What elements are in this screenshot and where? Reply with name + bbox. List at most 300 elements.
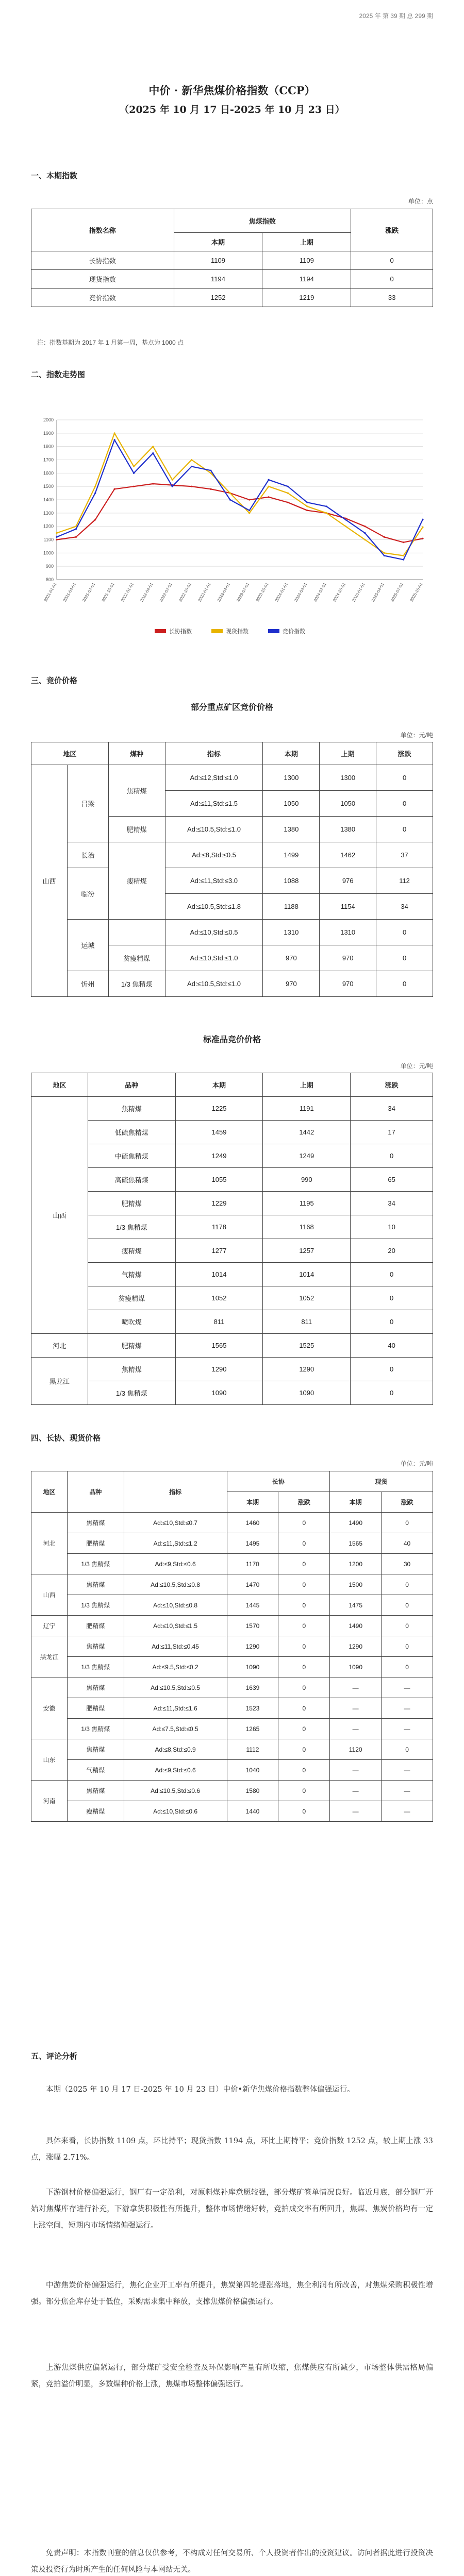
table-row <box>31 1215 433 1239</box>
y-tick-label: 1000 <box>43 550 54 556</box>
data-point <box>191 466 192 467</box>
data-point <box>191 486 192 487</box>
table-row <box>31 270 433 289</box>
region-cell: 山西 <box>31 1097 88 1334</box>
data-point <box>403 541 404 543</box>
table-row <box>31 1097 433 1121</box>
long-current-cell: 1639 <box>227 1677 278 1698</box>
kind-cell: 气精煤 <box>88 1263 175 1286</box>
x-tick-label: 2023-07-01 <box>236 582 251 603</box>
kind-cell: 肥精煤 <box>67 1616 124 1636</box>
spot-current-cell: 1090 <box>330 1657 382 1677</box>
city-cell: 忻州 <box>67 971 108 997</box>
x-tick-label: 2024-10-01 <box>332 582 347 603</box>
data-point <box>191 459 192 461</box>
coal-cell <box>108 920 165 945</box>
spec-cell: Ad:≤10.5,Std:≤1.0 <box>165 971 263 997</box>
city-cell: 临汾 <box>67 868 108 920</box>
header-region: 地区 <box>31 1471 68 1513</box>
table-row <box>31 1533 433 1554</box>
data-point <box>152 483 154 484</box>
section-1-heading: 一、本期指数 <box>31 172 78 180</box>
index-current: 1252 <box>174 289 262 307</box>
data-point <box>133 466 135 467</box>
spot-change-cell: — <box>382 1760 433 1781</box>
data-point <box>248 510 250 511</box>
long-current-cell: 1170 <box>227 1554 278 1574</box>
index-current: 1109 <box>174 251 262 270</box>
spot-current-cell: 1200 <box>330 1554 382 1574</box>
data-point <box>210 470 211 471</box>
x-tick-label: 2024-07-01 <box>312 582 327 603</box>
region-cell: 黑龙江 <box>31 1636 68 1677</box>
kind-cell: 焦精煤 <box>67 1677 124 1698</box>
x-tick-label: 2025-04-01 <box>370 582 385 603</box>
header-change: 涨跌 <box>351 209 433 251</box>
index-base-note: 注：指数基期为 2017 年 1 月第一周，基点为 1000 点 <box>37 339 184 346</box>
current-cell: 1290 <box>175 1358 263 1381</box>
legend-label: 竞价指数 <box>283 629 305 635</box>
prev-cell: 1191 <box>263 1097 351 1121</box>
header-spot: 现货 <box>330 1471 433 1492</box>
data-point <box>403 559 404 561</box>
data-point <box>422 538 423 539</box>
y-tick-label: 1200 <box>43 523 54 529</box>
section-4-unit: 单位：元/吨 <box>400 1460 433 1467</box>
header-spot-change: 涨跌 <box>382 1492 433 1513</box>
current-cell: 1050 <box>263 791 320 817</box>
long-change-cell: 0 <box>278 1657 330 1677</box>
index-change: 33 <box>351 289 433 307</box>
data-point <box>345 526 346 527</box>
data-point <box>384 536 385 538</box>
section-2-heading: 二、指数走势图 <box>31 370 86 379</box>
current-cell: 970 <box>263 945 320 971</box>
prev-cell: 1168 <box>263 1215 351 1239</box>
long-change-cell: 0 <box>278 1533 330 1554</box>
data-point <box>248 499 250 500</box>
kind-cell: 1/3 焦精煤 <box>67 1595 124 1616</box>
change-cell: 20 <box>351 1239 433 1263</box>
data-point <box>210 472 211 474</box>
issue-number: 2025 年 第 39 期 总 299 期 <box>359 12 433 20</box>
spot-current-cell: 1500 <box>330 1574 382 1595</box>
index-name: 现货指数 <box>31 270 174 289</box>
current-cell: 1499 <box>263 842 320 868</box>
trend-chart-svg <box>31 415 433 641</box>
change-cell: 0 <box>351 1263 433 1286</box>
spot-change-cell: 0 <box>382 1657 433 1677</box>
kind-cell: 中硫焦精煤 <box>88 1144 175 1168</box>
date-range: （2025 年 10 月 17 日-2025 年 10 月 23 日） <box>119 104 345 115</box>
current-cell: 1014 <box>175 1263 263 1286</box>
coal-cell: 瘦精煤 <box>108 842 165 920</box>
current-cell: 1178 <box>175 1215 263 1239</box>
spot-current-cell: 1475 <box>330 1595 382 1616</box>
spec-cell: Ad:≤10.5,Std:≤0.6 <box>124 1781 227 1801</box>
kind-cell: 1/3 焦精煤 <box>67 1554 124 1574</box>
legend-swatch <box>155 629 166 633</box>
header-long-term: 长协 <box>227 1471 330 1492</box>
prev-cell: 1462 <box>320 842 376 868</box>
table-row <box>31 1739 433 1760</box>
long-change-cell: 0 <box>278 1513 330 1533</box>
standard-auction-table <box>31 1073 433 1405</box>
data-point <box>75 528 77 530</box>
spot-current-cell: — <box>330 1677 382 1698</box>
section-4-heading: 四、长协、现货价格 <box>31 1434 101 1443</box>
header-change: 涨跌 <box>351 1073 433 1097</box>
change-cell: 0 <box>351 1358 433 1381</box>
x-tick-label: 2022-04-01 <box>139 582 154 603</box>
table-row <box>31 1144 433 1168</box>
x-tick-label: 2023-01-01 <box>197 582 212 603</box>
long-change-cell: 0 <box>278 1760 330 1781</box>
spec-cell: Ad:≤10,Std:≤0.7 <box>124 1513 227 1533</box>
analysis-paragraph: 具体来看，长协指数 1109 点，环比持平；现货指数 1194 点，环比上期持平；竞价指数 1252 点，较上期上涨 33 点，涨幅 2.71%。 <box>31 2137 433 2162</box>
long-current-cell: 1460 <box>227 1513 278 1533</box>
spec-cell: Ad:≤10,Std:≤0.5 <box>165 920 263 945</box>
prev-cell: 1249 <box>263 1144 351 1168</box>
spec-cell: Ad:≤7.5,Std:≤0.5 <box>124 1719 227 1739</box>
long-change-cell: 0 <box>278 1554 330 1574</box>
x-tick-label: 2025-10-01 <box>409 582 424 603</box>
region-cell: 河北 <box>31 1334 88 1358</box>
header-current: 本期 <box>263 742 320 765</box>
change-cell: 0 <box>376 791 433 817</box>
data-point <box>152 446 154 447</box>
region-cell: 辽宁 <box>31 1616 68 1636</box>
table-row <box>31 1554 433 1574</box>
kind-cell: 1/3 焦精煤 <box>67 1657 124 1677</box>
spot-auction-table <box>31 742 433 997</box>
x-tick-label: 2023-10-01 <box>255 582 270 603</box>
kind-cell: 1/3 焦精煤 <box>67 1719 124 1739</box>
kind-cell: 气精煤 <box>67 1760 124 1781</box>
kind-cell: 焦精煤 <box>67 1739 124 1760</box>
kind-cell: 贫瘦精煤 <box>88 1286 175 1310</box>
data-point <box>364 539 366 540</box>
city-cell: 长治 <box>67 842 108 868</box>
change-cell: 65 <box>351 1168 433 1192</box>
x-tick-label: 2021-04-01 <box>62 582 77 603</box>
data-point <box>56 539 57 540</box>
spot-change-cell: — <box>382 1801 433 1822</box>
change-cell: 37 <box>376 842 433 868</box>
spec-cell: Ad:≤9,Std:≤0.6 <box>124 1554 227 1574</box>
spec-cell: Ad:≤11,Std:≤1.6 <box>124 1698 227 1719</box>
header-spot-current: 本期 <box>330 1492 382 1513</box>
kind-cell: 瘦精煤 <box>88 1239 175 1263</box>
kind-cell: 1/3 焦精煤 <box>88 1381 175 1405</box>
current-cell: 1459 <box>175 1121 263 1144</box>
current-cell: 1090 <box>175 1381 263 1405</box>
kind-cell: 肥精煤 <box>88 1334 175 1358</box>
x-tick-label: 2021-07-01 <box>81 582 96 603</box>
spec-cell: Ad:≤11,Std:≤1.5 <box>165 791 263 817</box>
prev-cell: 1290 <box>263 1358 351 1381</box>
y-tick-label: 900 <box>45 564 54 569</box>
coal-cell: 焦精煤 <box>108 765 165 817</box>
data-point <box>94 519 96 520</box>
section-3-heading: 三、竞价价格 <box>31 676 78 685</box>
change-cell: 0 <box>376 945 433 971</box>
kind-cell: 焦精煤 <box>67 1513 124 1533</box>
x-tick-label: 2022-10-01 <box>178 582 193 603</box>
header-coal-type: 煤种 <box>108 742 165 765</box>
spot-change-cell: — <box>382 1698 433 1719</box>
spot-current-cell: — <box>330 1760 382 1781</box>
kind-cell: 焦精煤 <box>67 1574 124 1595</box>
city-cell: 运城 <box>67 920 108 971</box>
legend-label: 长协指数 <box>169 629 192 635</box>
region-cell: 山东 <box>31 1739 68 1781</box>
change-cell: 0 <box>376 817 433 842</box>
data-point <box>384 552 385 554</box>
kind-cell: 肥精煤 <box>67 1533 124 1554</box>
change-cell: 34 <box>351 1192 433 1215</box>
table-row <box>31 1657 433 1677</box>
data-point <box>56 536 57 538</box>
header-long-change: 涨跌 <box>278 1492 330 1513</box>
index-name: 竞价指数 <box>31 289 174 307</box>
table-row <box>31 1595 433 1616</box>
long-spot-table-body <box>31 1513 433 1822</box>
coal-cell: 贫瘦精煤 <box>108 945 165 971</box>
std-table-unit: 单位：元/吨 <box>400 1062 433 1070</box>
spec-cell: Ad:≤10,Std:≤0.8 <box>124 1595 227 1616</box>
long-current-cell: 1523 <box>227 1698 278 1719</box>
y-tick-label: 1600 <box>43 470 54 476</box>
current-cell: 1565 <box>175 1334 263 1358</box>
y-tick-label: 2000 <box>43 417 54 422</box>
long-current-cell: 1290 <box>227 1636 278 1657</box>
analysis-paragraph: 下游钢材价格偏强运行，钢厂有一定盈利，对原料煤补库意愿较强，部分煤矿签单情况良好。临近月底，部分钢厂开始对焦煤库存进行补充，下游拿货积极性有所提升，整体市场情绪好转，竞拍成交率有所回升，焦煤、焦炭价格均有一定上涨空间，短期内市场情绪偏强运行。 <box>31 2189 433 2230</box>
spot-change-cell: 0 <box>382 1574 433 1595</box>
prev-cell: 1525 <box>263 1334 351 1358</box>
kind-cell: 肥精煤 <box>67 1698 124 1719</box>
kind-cell: 1/3 焦精煤 <box>88 1215 175 1239</box>
prev-cell: 1300 <box>320 765 376 791</box>
long-current-cell: 1090 <box>227 1657 278 1677</box>
data-point <box>172 486 173 487</box>
data-point <box>210 488 211 490</box>
region-cell: 黑龙江 <box>31 1358 88 1405</box>
data-point <box>287 502 289 503</box>
long-change-cell: 0 <box>278 1698 330 1719</box>
header-prev: 上期 <box>263 1073 351 1097</box>
index-current: 1194 <box>174 270 262 289</box>
long-current-cell: 1265 <box>227 1719 278 1739</box>
prev-cell: 1050 <box>320 791 376 817</box>
data-point <box>422 527 423 528</box>
analysis-paragraph: 中游焦炭价格偏强运行，焦化企业开工率有所提升，焦炭第四轮提涨落地，焦企利润有所改善，对焦煤采购积极性增强。部分焦企库存处于低位，采购需求集中释放，支撑焦煤价格偏强运行。 <box>31 2281 433 2306</box>
x-tick-label: 2021-01-01 <box>43 582 58 603</box>
change-cell: 40 <box>351 1334 433 1358</box>
prev-cell: 1195 <box>263 1192 351 1215</box>
header-spec: 指标 <box>165 742 263 765</box>
header-region: 地区 <box>31 742 109 765</box>
data-point <box>56 532 57 534</box>
coal-cell: 1/3 焦精煤 <box>108 971 165 997</box>
index-change: 0 <box>351 251 433 270</box>
spot-change-cell: 0 <box>382 1595 433 1616</box>
data-point <box>114 488 115 490</box>
spec-cell: Ad:≤10.5,Std:≤1.8 <box>165 894 263 920</box>
table-row <box>31 1801 433 1822</box>
spot-change-cell: — <box>382 1677 433 1698</box>
data-point <box>403 555 404 556</box>
data-point <box>306 510 308 511</box>
y-tick-label: 1300 <box>43 510 54 516</box>
long-change-cell: 0 <box>278 1801 330 1822</box>
prev-cell: 990 <box>263 1168 351 1192</box>
header-kind: 品种 <box>67 1471 124 1513</box>
data-point <box>75 536 77 538</box>
kind-cell: 焦精煤 <box>67 1636 124 1657</box>
change-cell: 0 <box>351 1286 433 1310</box>
current-cell: 1225 <box>175 1097 263 1121</box>
index-trend-chart <box>31 415 433 641</box>
spot-current-cell: 1490 <box>330 1616 382 1636</box>
data-point <box>345 519 346 520</box>
long-change-cell: 0 <box>278 1574 330 1595</box>
header-prev: 上期 <box>262 233 351 251</box>
long-change-cell: 0 <box>278 1636 330 1657</box>
spec-cell: Ad:≤9,Std:≤0.6 <box>124 1760 227 1781</box>
spec-cell: Ad:≤8,Std:≤0.5 <box>165 842 263 868</box>
spot-table-title: 部分重点矿区竞价价格 <box>190 703 273 712</box>
std-table-title: 标准品竞价价格 <box>203 1036 261 1044</box>
spec-cell: Ad:≤10.5,Std:≤0.5 <box>124 1677 227 1698</box>
data-point <box>133 486 135 487</box>
prev-cell: 1052 <box>263 1286 351 1310</box>
change-cell: 0 <box>351 1310 433 1334</box>
table-row <box>31 1698 433 1719</box>
table-row <box>31 251 433 270</box>
y-tick-label: 1700 <box>43 457 54 463</box>
header-region: 地区 <box>31 1073 88 1097</box>
y-tick-label: 1400 <box>43 497 54 502</box>
spot-current-cell: — <box>330 1781 382 1801</box>
prev-cell: 1310 <box>320 920 376 945</box>
data-point <box>326 505 327 507</box>
x-tick-label: 2022-01-01 <box>120 582 135 603</box>
data-point <box>152 452 154 454</box>
data-point <box>268 486 269 487</box>
long-change-cell: 0 <box>278 1595 330 1616</box>
current-cell: 1052 <box>175 1286 263 1310</box>
table-row <box>31 1616 433 1636</box>
y-tick-label: 1100 <box>43 537 54 543</box>
data-point <box>114 432 115 434</box>
current-cell: 1188 <box>263 894 320 920</box>
spot-change-cell: 30 <box>382 1554 433 1574</box>
header-change: 涨跌 <box>376 742 433 765</box>
header-index-name: 指数名称 <box>31 209 174 251</box>
table-row <box>31 1719 433 1739</box>
current-cell: 1055 <box>175 1168 263 1192</box>
data-point <box>268 496 269 498</box>
section-1-unit: 单位：点 <box>408 198 433 205</box>
long-current-cell: 1440 <box>227 1801 278 1822</box>
index-prev: 1219 <box>262 289 351 307</box>
table-row <box>31 1192 433 1215</box>
change-cell: 0 <box>376 765 433 791</box>
kind-cell: 高硫焦精煤 <box>88 1168 175 1192</box>
long-change-cell: 0 <box>278 1739 330 1760</box>
legend-swatch <box>211 629 223 633</box>
spot-current-cell: 1290 <box>330 1636 382 1657</box>
x-tick-label: 2024-01-01 <box>274 582 289 603</box>
index-change: 0 <box>351 270 433 289</box>
prev-cell: 976 <box>320 868 376 894</box>
kind-cell: 焦精煤 <box>67 1781 124 1801</box>
change-cell: 0 <box>351 1381 433 1405</box>
prev-cell: 1257 <box>263 1239 351 1263</box>
long-change-cell: 0 <box>278 1719 330 1739</box>
long-current-cell: 1470 <box>227 1574 278 1595</box>
header-current: 本期 <box>174 233 262 251</box>
y-tick-label: 1500 <box>43 484 54 489</box>
data-point <box>229 499 231 500</box>
table-row <box>31 1286 433 1310</box>
index-table <box>31 209 433 307</box>
spec-cell: Ad:≤10,Std:≤1.5 <box>124 1616 227 1636</box>
table-row <box>31 868 433 894</box>
header-current: 本期 <box>175 1073 263 1097</box>
spot-current-cell: 1565 <box>330 1533 382 1554</box>
spec-cell: Ad:≤10.5,Std:≤0.8 <box>124 1574 227 1595</box>
data-point <box>384 555 385 556</box>
kind-cell: 瘦精煤 <box>67 1801 124 1822</box>
prev-cell: 970 <box>320 945 376 971</box>
x-tick-label: 2025-07-01 <box>390 582 405 603</box>
region-cell: 河南 <box>31 1781 68 1822</box>
spot-current-cell: — <box>330 1719 382 1739</box>
y-tick-label: 800 <box>45 577 54 582</box>
current-cell: 811 <box>175 1310 263 1334</box>
data-point <box>268 479 269 481</box>
data-point <box>287 486 289 487</box>
region-cell: 安徽 <box>31 1677 68 1739</box>
kind-cell: 肥精煤 <box>88 1192 175 1215</box>
table-row <box>31 1513 433 1533</box>
table-row <box>31 971 433 997</box>
table-row <box>31 920 433 945</box>
province-cell: 山西 <box>31 765 68 997</box>
change-cell: 10 <box>351 1215 433 1239</box>
spot-change-cell: 0 <box>382 1739 433 1760</box>
change-cell: 0 <box>351 1144 433 1168</box>
index-prev: 1194 <box>262 270 351 289</box>
long-current-cell: 1570 <box>227 1616 278 1636</box>
header-spec: 指标 <box>124 1471 227 1513</box>
std-table-body <box>31 1097 433 1405</box>
data-point <box>364 526 366 527</box>
kind-cell: 焦精煤 <box>88 1358 175 1381</box>
long-current-cell: 1495 <box>227 1533 278 1554</box>
change-cell: 34 <box>376 894 433 920</box>
current-cell: 1088 <box>263 868 320 894</box>
data-point <box>364 532 366 534</box>
index-name: 长协指数 <box>31 251 174 270</box>
data-point <box>422 519 423 520</box>
spot-change-cell: 0 <box>382 1636 433 1657</box>
table-row <box>31 289 433 307</box>
header-kind: 品种 <box>88 1073 175 1097</box>
y-tick-label: 1800 <box>43 444 54 449</box>
